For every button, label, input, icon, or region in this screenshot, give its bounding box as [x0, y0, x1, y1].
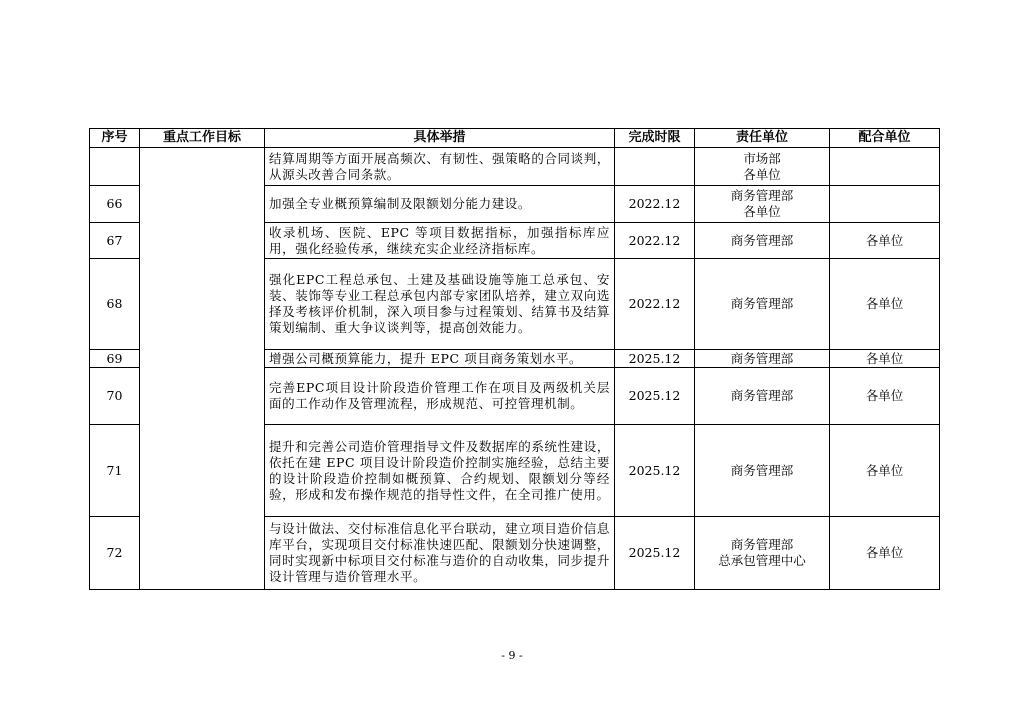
responsible-unit: 各单位	[743, 204, 781, 219]
header-responsible: 责任单位	[695, 129, 830, 148]
row-seq: 69	[90, 350, 140, 368]
row-measures: 强化EPC工程总承包、土建及基础设施等施工总承包、安装、装饰等专业工程总承包内部专家团队培养，建立双向选择及考核评价机制，深入项目参与过程策划、结算书及结算策划编制、重大争议谈判等，提高创效能力。	[265, 259, 615, 350]
row-seq	[90, 148, 140, 186]
row-responsible	[695, 517, 830, 590]
row-measures: 收录机场、医院、EPC 等项目数据指标，加强指标库应用，强化经验传承，继续充实企业经济指标库。	[265, 223, 615, 259]
row-measures: 完善EPC项目设计阶段造价管理工作在项目及两级机关层面的工作动作及管理流程，形成规范、可控管理机制。	[265, 368, 615, 425]
header-cooperating: 配合单位	[830, 129, 940, 148]
row-seq: 72	[90, 517, 140, 590]
row-measures: 加强全专业概预算编制及限额划分能力建设。	[265, 186, 615, 223]
row-seq: 70	[90, 368, 140, 425]
row-responsible: 商务管理部	[695, 425, 830, 517]
table-header-row	[90, 129, 940, 148]
responsible-unit: 各单位	[743, 166, 781, 182]
row-cooperating: 各单位	[830, 368, 940, 425]
row-goal	[140, 148, 265, 590]
row-deadline: 2022.12	[615, 223, 695, 259]
row-responsible: 商务管理部	[695, 368, 830, 425]
row-measures: 与设计做法、交付标准信息化平台联动，建立项目造价信息库平台，实现项目交付标准快速匹配、限额划分快速调整，同时实现新中标项目交付标准与造价的自动收集，同步提升设计管理与造价管理水平。	[265, 517, 615, 590]
row-cooperating: 各单位	[830, 517, 940, 590]
row-cooperating	[830, 148, 940, 186]
page-number: - 9 -	[501, 649, 523, 662]
header-seq: 序号	[90, 129, 140, 148]
row-seq: 66	[90, 186, 140, 223]
row-deadline: 2025.12	[615, 368, 695, 425]
row-deadline	[615, 148, 695, 186]
row-seq: 67	[90, 223, 140, 259]
row-deadline: 2025.12	[615, 517, 695, 590]
responsible-unit: 市场部	[743, 150, 781, 166]
row-seq: 71	[90, 425, 140, 517]
row-responsible	[695, 186, 830, 223]
row-seq: 68	[90, 259, 140, 350]
row-deadline: 2025.12	[615, 350, 695, 368]
table-row	[90, 148, 940, 186]
row-cooperating: 各单位	[830, 350, 940, 368]
row-deadline: 2025.12	[615, 425, 695, 517]
responsible-unit: 商务管理部	[730, 537, 794, 552]
header-deadline: 完成时限	[615, 129, 695, 148]
responsible-unit: 总承包管理中心	[718, 553, 806, 568]
row-responsible: 商务管理部	[695, 223, 830, 259]
header-goal: 重点工作目标	[140, 129, 265, 148]
row-cooperating: 各单位	[830, 425, 940, 517]
work-targets-table	[89, 128, 940, 590]
row-measures: 提升和完善公司造价管理指导文件及数据库的系统性建设，依托在建 EPC 项目设计阶段造价控制实施经验，总结主要的设计阶段造价控制如概预算、合约规划、限额划分等经验，形成和发布操作规范的指导性文件，在全司推广使用。	[265, 425, 615, 517]
row-deadline: 2022.12	[615, 186, 695, 223]
row-deadline: 2022.12	[615, 259, 695, 350]
row-responsible	[695, 148, 830, 186]
header-measures: 具体举措	[265, 129, 615, 148]
row-cooperating	[830, 186, 940, 223]
row-cooperating: 各单位	[830, 223, 940, 259]
row-cooperating: 各单位	[830, 259, 940, 350]
row-responsible: 商务管理部	[695, 259, 830, 350]
row-responsible: 商务管理部	[695, 350, 830, 368]
row-measures: 增强公司概预算能力，提升 EPC 项目商务策划水平。	[265, 350, 615, 368]
row-measures: 结算周期等方面开展高频次、有韧性、强策略的合同谈判，从源头改善合同条款。	[265, 148, 615, 186]
responsible-unit: 商务管理部	[730, 188, 794, 203]
